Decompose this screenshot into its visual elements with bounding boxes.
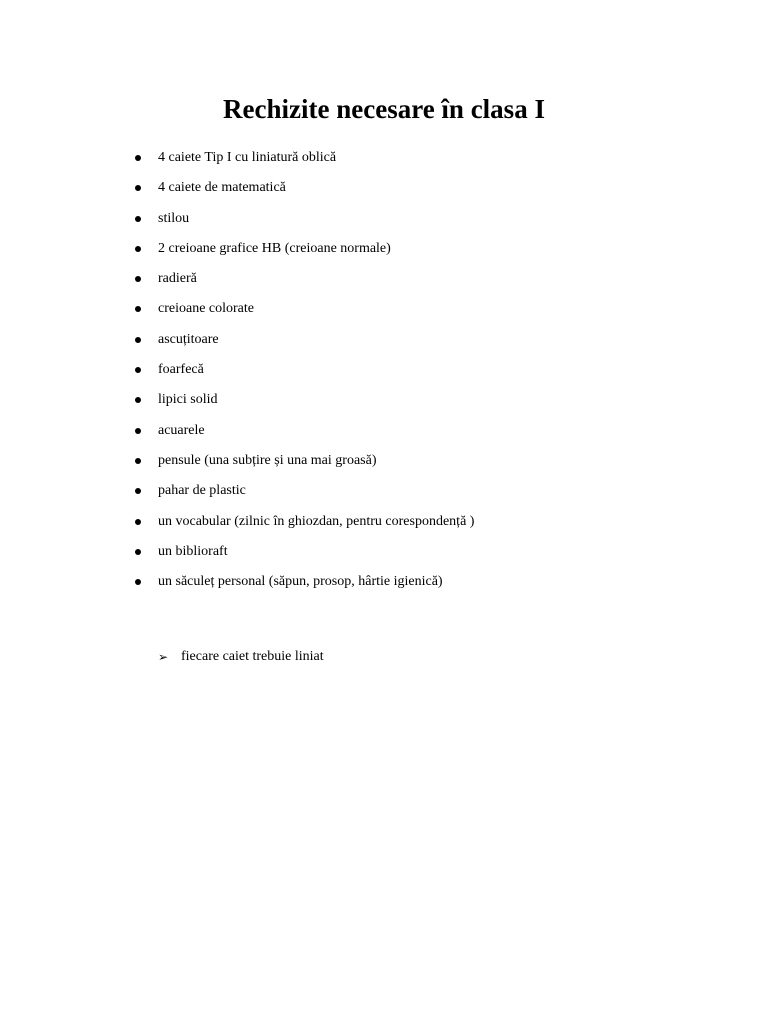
list-item-text: 4 caiete de matematică [158, 180, 286, 196]
list-item-text: 2 creioane grafice HB (creioane normale) [158, 240, 391, 256]
bullet-icon [135, 549, 141, 555]
list-item-text: foarfecă [158, 362, 204, 378]
list-item-text: ascuțitoare [158, 331, 219, 347]
bullet-icon [135, 519, 141, 525]
list-item-text: un săculeț personal (săpun, prosop, hârtie igienică) [158, 574, 443, 590]
bullet-icon [135, 488, 141, 494]
bullet-icon [135, 337, 141, 343]
list-item-text: un biblioraft [158, 543, 228, 559]
list-item-text: un vocabular (zilnic în ghiozdan, pentru corespondență ) [158, 513, 475, 529]
bullet-icon [135, 246, 141, 252]
list-item-text: pahar de plastic [158, 483, 246, 499]
list-item-text: creioane colorate [158, 301, 254, 317]
list-item-text: stilou [158, 210, 190, 226]
bullet-icon [135, 185, 141, 191]
list-item-text: pensule (una subțire și una mai groasă) [158, 452, 377, 468]
bullet-icon [135, 367, 141, 373]
bullet-icon [135, 276, 141, 282]
document-title: Rechizite necesare în clasa I [223, 94, 545, 124]
list-item-text: 4 caiete Tip I cu liniatură oblică [158, 150, 337, 165]
note-text: fiecare caiet trebuie liniat [181, 649, 324, 664]
list-item-text: lipici solid [158, 392, 218, 408]
bullet-icon [135, 428, 141, 434]
bullet-icon [135, 458, 141, 464]
arrow-bullet-icon: ➢ [158, 650, 169, 664]
bullet-icon [135, 155, 141, 161]
list-item-text: acuarele [158, 422, 205, 438]
bullet-icon [135, 397, 141, 403]
bullet-icon [135, 216, 141, 222]
list-item-text: radieră [158, 271, 197, 287]
bullet-icon [135, 306, 141, 312]
bullet-icon [135, 579, 141, 585]
